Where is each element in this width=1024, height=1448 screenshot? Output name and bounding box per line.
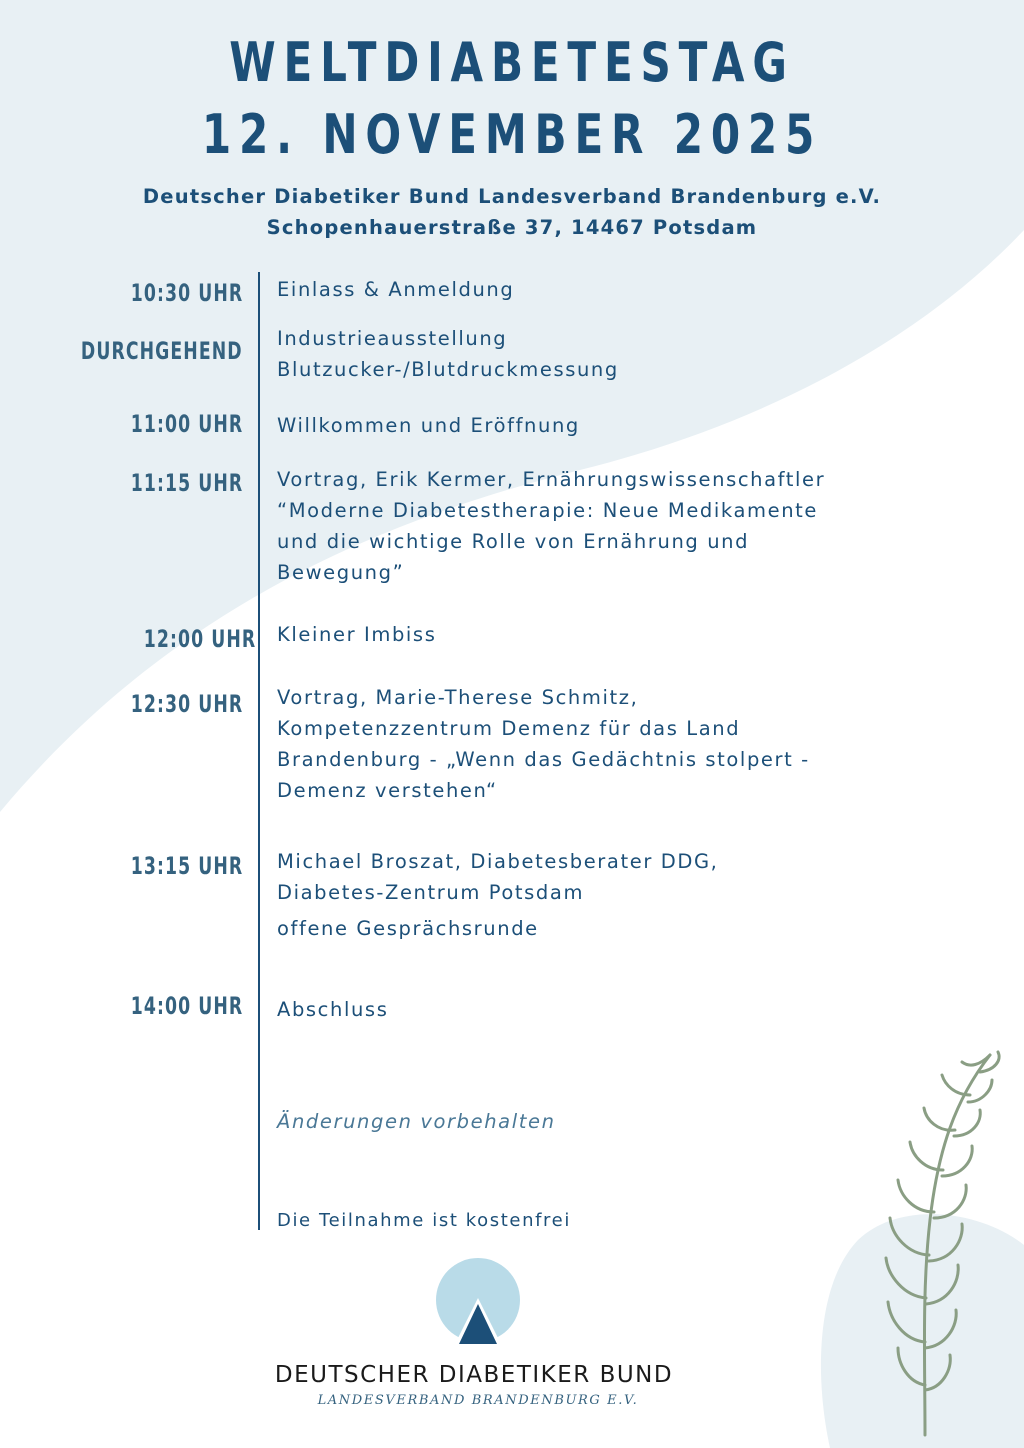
- schedule-time: 13:15 UHR: [130, 852, 243, 880]
- schedule-entry-line: “Moderne Diabetestherapie: Neue Medikamente: [277, 499, 818, 522]
- schedule-entry-line: Michael Broszat, Diabetesberater DDG,: [277, 850, 719, 873]
- schedule-entry: [277, 274, 917, 305]
- schedule-time: 11:00 UHR: [130, 410, 243, 438]
- schedule-entry-line: Blutzucker-/Blutdruckmessung: [277, 358, 619, 381]
- changes-note: Änderungen vorbehalten: [277, 1110, 556, 1133]
- schedule-time: 14:00 UHR: [130, 992, 243, 1020]
- schedule-entry-line: offene Gesprächsrunde: [277, 917, 539, 940]
- schedule-entry-line: Brandenburg - „Wenn das Gedächtnis stolpert -: [277, 748, 810, 771]
- organization-name: Deutscher Diabetiker Bund Landesverband Brandenburg e.V.: [142, 185, 882, 208]
- timeline-divider: [258, 272, 260, 1230]
- page-title-line-2: 12. NOVEMBER 2025: [201, 103, 823, 166]
- schedule-time: 12:30 UHR: [130, 690, 243, 718]
- schedule-entry: [277, 323, 917, 385]
- schedule-entry: [277, 464, 917, 588]
- schedule-time: 11:15 UHR: [130, 469, 243, 497]
- schedule-entry-line: Einlass & Anmeldung: [277, 278, 515, 301]
- schedule-entry-line: Willkommen und Eröffnung: [277, 414, 580, 437]
- schedule-entry-line: Industrieausstellung: [277, 327, 508, 350]
- schedule-entry: [277, 682, 917, 806]
- schedule-entry: [277, 410, 917, 441]
- schedule-entry-line: und die wichtige Rolle von Ernährung und: [277, 530, 750, 553]
- organization-address: Schopenhauerstraße 37, 14467 Potsdam: [266, 216, 758, 239]
- schedule-entry-line: Kleiner Imbiss: [277, 623, 437, 646]
- schedule-entry-line: Vortrag, Erik Kermer, Ernährungswissenschaftler: [277, 468, 826, 491]
- rosemary-sprig-icon: [830, 1040, 1020, 1440]
- schedule-entry-line: Vortrag, Marie-Therese Schmitz,: [277, 686, 639, 709]
- schedule-entry-line: Abschluss: [277, 998, 389, 1021]
- brand-name: DEUTSCHER DIABETIKER BUND: [274, 1362, 674, 1388]
- schedule-entry-line: Diabetes-Zentrum Potsdam: [277, 881, 585, 904]
- schedule-entry-line: Bewegung”: [277, 561, 405, 584]
- mountain-logo-icon: [436, 1258, 520, 1346]
- schedule-entry-line: Kompetenzzentrum Demenz für das Land: [277, 717, 741, 740]
- page-title-line-1: WELTDIABETESTAG: [229, 31, 795, 94]
- schedule-entry: [277, 619, 917, 650]
- free-participation-note: Die Teilnahme ist kostenfrei: [277, 1210, 571, 1231]
- schedule-entry: [277, 994, 917, 1025]
- schedule-entry-line: Demenz verstehen“: [277, 779, 498, 802]
- schedule-time: 12:00 UHR: [143, 625, 256, 653]
- schedule-time: 10:30 UHR: [130, 279, 243, 307]
- schedule-entry: [277, 846, 917, 944]
- schedule-time: DURCHGEHEND: [81, 337, 243, 365]
- brand-subtitle: LANDESVERBAND BRANDENBURG E.V.: [317, 1393, 639, 1408]
